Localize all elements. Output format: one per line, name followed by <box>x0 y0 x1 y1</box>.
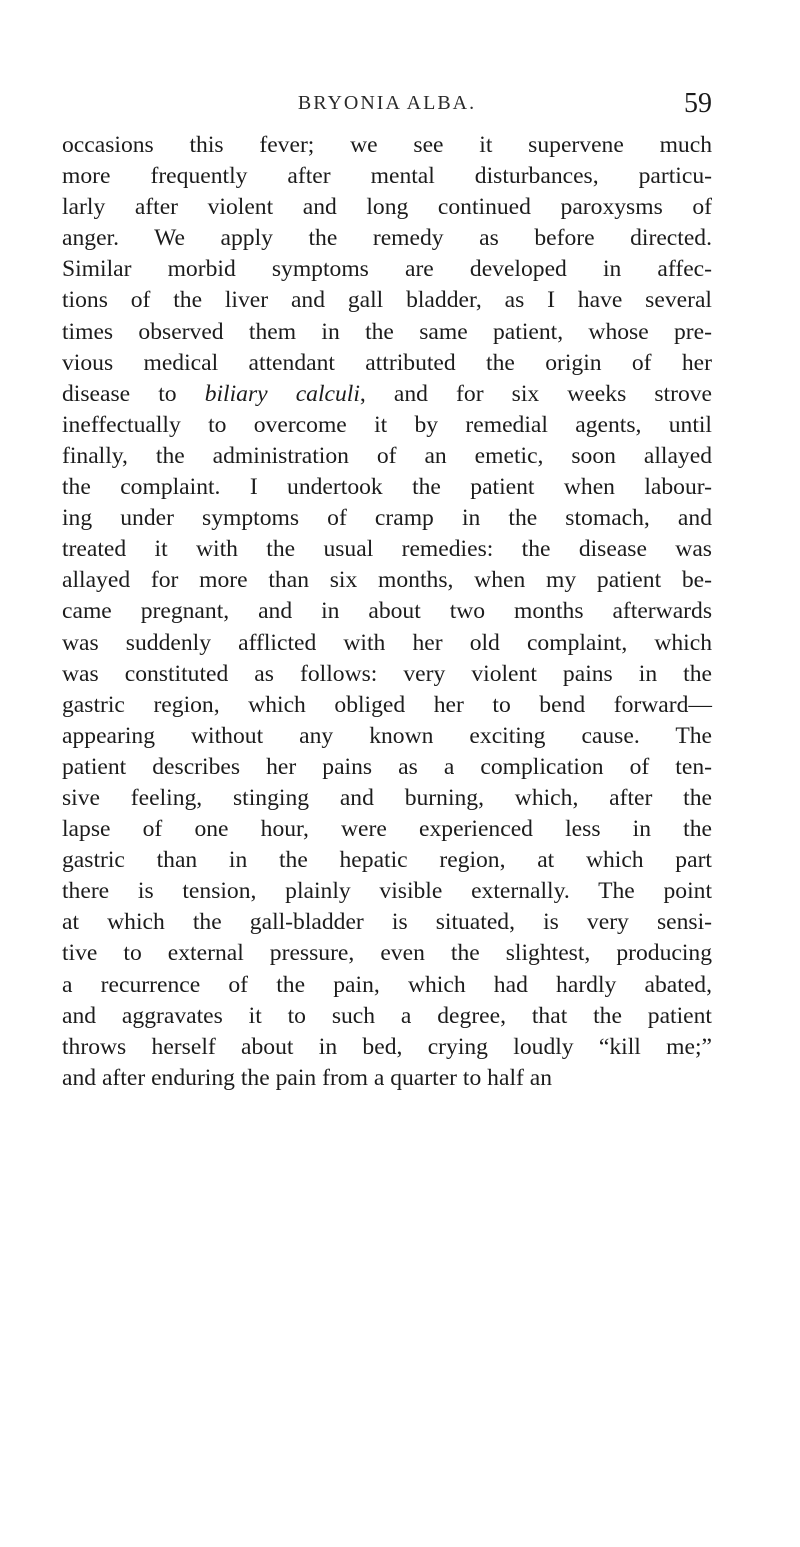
text-line <box>62 814 712 845</box>
text-segment: lapse of one hour, were experienced less in the <box>62 816 712 843</box>
text-segment: gastric than in the hepatic region, at which part <box>62 847 712 874</box>
text-segment: times observed them in the same patient, whose pre- <box>62 318 712 345</box>
text-line <box>62 441 712 472</box>
text-segment: appearing without any known exciting cause. The <box>62 722 712 749</box>
body-text <box>62 130 712 1094</box>
text-segment: occasions this fever; we see it supervene much <box>62 132 712 158</box>
text-segment: allayed for more than six months, when my patient be- <box>62 567 712 594</box>
text-line <box>62 192 712 223</box>
text-segment: throws herself about in bed, crying loudly “kill me;” <box>62 1033 712 1060</box>
text-segment: more frequently after mental disturbances, particu- <box>62 163 712 190</box>
text-segment: Similar morbid symptoms are developed in affec- <box>62 256 712 283</box>
text-segment: tive to external pressure, even the slightest, producing <box>62 940 712 967</box>
text-segment: came pregnant, and in about two months afterwards <box>62 598 712 625</box>
text-line <box>62 161 712 192</box>
text-line <box>62 907 712 938</box>
text-line <box>62 752 712 783</box>
text-segment: was constituted as follows: very violent pains in the <box>62 660 712 687</box>
text-segment: anger. We apply the remedy as before directed. <box>62 225 712 252</box>
text-segment: ineffectually to overcome it by remedial agents, until <box>62 411 712 438</box>
text-line <box>62 659 712 690</box>
text-segment: ing under symptoms of cramp in the stomach, and <box>62 505 712 532</box>
running-title: BRYONIA ALBA. <box>297 92 477 114</box>
text-segment: treated it with the usual remedies: the disease was <box>62 536 712 563</box>
text-segment: the complaint. I undertook the patient when labour- <box>62 474 712 501</box>
text-line <box>62 628 712 659</box>
text-line <box>62 1032 712 1063</box>
text-segment: larly after violent and long continued paroxysms of <box>62 194 712 221</box>
text-line <box>62 845 712 876</box>
text-line <box>62 565 712 596</box>
text-line <box>62 721 712 752</box>
running-head <box>62 88 712 118</box>
text-line <box>62 348 712 379</box>
text-segment: and after enduring the pain from a quarter to half an <box>62 1064 553 1091</box>
text-line <box>62 970 712 1001</box>
text-line <box>62 783 712 814</box>
text-segment: disease to <box>62 380 205 407</box>
text-line <box>62 503 712 534</box>
text-segment: , and for six weeks strove <box>359 380 713 407</box>
text-segment: vious medical attendant attributed the origin of her <box>62 349 712 376</box>
text-line <box>62 690 712 721</box>
text-line <box>62 130 712 161</box>
text-line <box>62 596 712 627</box>
text-line <box>62 410 712 441</box>
text-line <box>62 1001 712 1032</box>
text-line <box>62 285 712 316</box>
text-line <box>62 472 712 503</box>
text-segment: and aggravates it to such a degree, that the patient <box>62 1002 712 1029</box>
text-line <box>62 379 712 410</box>
text-segment: a recurrence of the pain, which had hardly abated, <box>62 971 712 998</box>
text-line <box>62 938 712 969</box>
text-segment: at which the gall-bladder is situated, is very sensi- <box>62 909 712 936</box>
text-segment: patient describes her pains as a complication of ten- <box>62 753 712 780</box>
text-line <box>62 1063 712 1094</box>
text-segment: was suddenly afflicted with her old complaint, which <box>62 629 712 656</box>
text-segment: sive feeling, stinging and burning, which, after the <box>62 784 712 811</box>
text-line <box>62 223 712 254</box>
text-line <box>62 534 712 565</box>
text-line <box>62 254 712 285</box>
text-segment: finally, the administration of an emetic, soon allayed <box>62 442 712 469</box>
text-segment: biliary calculi <box>204 380 360 407</box>
text-segment: tions of the liver and gall bladder, as I have several <box>62 287 712 314</box>
text-segment: gastric region, which obliged her to bend forward— <box>62 691 712 718</box>
page-number: 59 <box>684 88 712 119</box>
text-segment: there is tension, plainly visible externally. The point <box>62 878 712 905</box>
text-line <box>62 317 712 348</box>
text-line <box>62 876 712 907</box>
